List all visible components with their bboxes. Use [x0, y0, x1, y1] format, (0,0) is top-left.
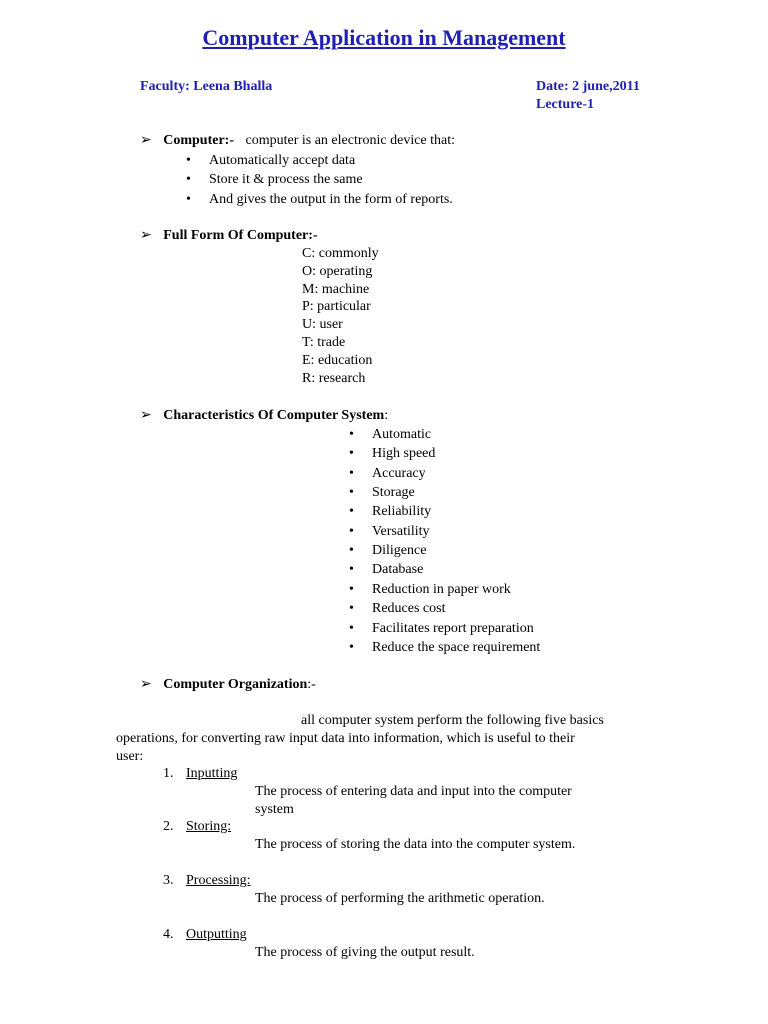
bullet-dot-icon: •: [186, 191, 191, 207]
list-item: Automatic: [372, 427, 432, 442]
step-description: The process of performing the arithmetic operation.: [255, 891, 545, 906]
list-item: U: user: [302, 317, 343, 333]
step-number: 1.: [163, 766, 174, 781]
section-heading-suffix: :-: [307, 677, 316, 692]
list-item: R: research: [302, 370, 366, 386]
list-item: Reduce the space requirement: [372, 639, 541, 655]
step-name: Inputting: [186, 766, 238, 781]
bullet-dot-icon: •: [349, 543, 354, 559]
section-text: computer is an electronic device that:: [245, 133, 456, 148]
arrow-bullet-icon: ➢: [140, 677, 152, 692]
bullet-dot-icon: •: [349, 465, 354, 481]
bullet-dot-icon: •: [349, 620, 354, 636]
section-heading: Computer:-: [163, 133, 234, 148]
bullet-dot-icon: •: [349, 427, 354, 442]
section-heading: Full Form Of Computer:-: [163, 228, 318, 243]
step-description-continued: system: [255, 802, 294, 817]
list-item: M: machine: [302, 281, 370, 297]
list-item: And gives the output in the form of reports.: [209, 191, 453, 207]
list-item: C: commonly: [302, 246, 379, 261]
list-item: Reduces cost: [372, 601, 446, 617]
arrow-bullet-icon: ➢: [140, 228, 152, 243]
list-item: Database: [372, 562, 424, 578]
bullet-dot-icon: •: [349, 485, 354, 501]
lecture-label: Lecture-1: [536, 97, 595, 112]
list-item: Storage: [372, 485, 415, 501]
arrow-bullet-icon: ➢: [140, 408, 152, 423]
list-item: Store it & process the same: [209, 172, 363, 188]
section-organization-heading: [140, 676, 316, 694]
list-item: Versatility: [372, 523, 430, 539]
date-label: Date: 2 june,2011: [536, 79, 640, 94]
list-item: Accuracy: [372, 465, 426, 481]
list-item: Diligence: [372, 543, 427, 559]
step-name: Processing:: [186, 873, 251, 888]
step-number: 3.: [163, 873, 174, 888]
section-computer-heading: [140, 132, 455, 150]
bullet-dot-icon: •: [349, 601, 354, 617]
bullet-dot-icon: •: [349, 639, 354, 655]
section-characteristics-heading: [140, 407, 388, 425]
bullet-dot-icon: •: [349, 562, 354, 578]
step-description: The process of storing the data into the computer system.: [255, 837, 576, 852]
list-item: E: education: [302, 352, 373, 368]
list-item: Automatically accept data: [209, 153, 356, 168]
section-full-form-heading: [140, 227, 318, 245]
page-title: Computer Application in Management: [202, 25, 566, 50]
section-heading-colon: :: [384, 408, 389, 423]
step-description: The process of entering data and input into the computer: [255, 784, 572, 799]
faculty-label: Faculty: Leena Bhalla: [140, 79, 273, 94]
organization-paragraph-line-2: operations, for converting raw input data into information, which is useful to their: [116, 731, 575, 746]
list-item: P: particular: [302, 299, 371, 315]
bullet-dot-icon: •: [349, 581, 354, 597]
step-number: 2.: [163, 819, 174, 834]
bullet-dot-icon: •: [349, 446, 354, 462]
section-heading: Computer Organization: [163, 677, 308, 692]
list-item: T: trade: [302, 335, 346, 350]
list-item: O: operating: [302, 263, 373, 279]
bullet-dot-icon: •: [186, 153, 191, 168]
list-item: Reduction in paper work: [372, 581, 511, 597]
list-item: Reliability: [372, 504, 432, 520]
arrow-bullet-icon: ➢: [140, 133, 152, 148]
step-name: Outputting: [186, 927, 247, 942]
organization-paragraph-line-3: user:: [116, 749, 144, 764]
list-item: Facilitates report preparation: [372, 620, 534, 636]
list-item: High speed: [372, 446, 436, 462]
bullet-dot-icon: •: [349, 504, 354, 520]
step-description: The process of giving the output result.: [255, 945, 475, 960]
step-number: 4.: [163, 927, 174, 942]
section-heading: Characteristics Of Computer System: [163, 408, 385, 423]
bullet-dot-icon: •: [186, 172, 191, 188]
bullet-dot-icon: •: [349, 523, 354, 539]
organization-paragraph-line-1: all computer system perform the following five basics: [301, 713, 604, 728]
step-name: Storing:: [186, 819, 232, 834]
